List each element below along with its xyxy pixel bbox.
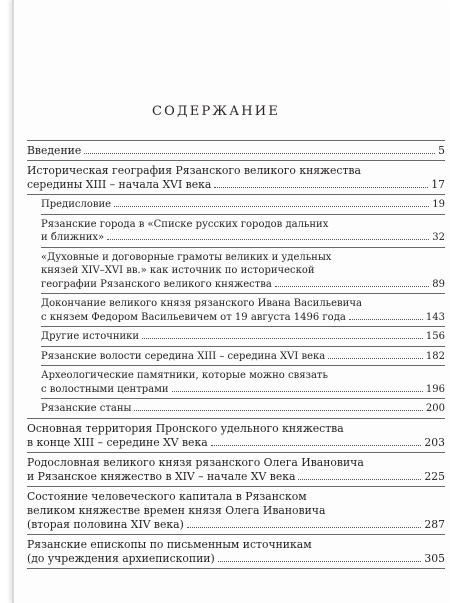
toc-entry-title: с князем Федором Васильевичем от 19 августа 1496 года: [41, 311, 346, 323]
toc-entry: [27, 251, 445, 292]
toc-entry-title: географии Рязанского великого княжества: [41, 278, 272, 290]
toc-entry: [27, 297, 445, 324]
toc-entry-title: Рязанские волости середина XIII – середина XVI века: [41, 350, 326, 362]
toc-divider: [27, 568, 445, 569]
toc-entry-leader-line: [27, 311, 445, 325]
toc-page-number: 225: [424, 469, 445, 483]
toc-entry-title-line: Археологические памятники, которые можно связать: [41, 370, 328, 381]
toc-entry-title-line: «Духовные и договорные грамоты великих и удельных: [41, 251, 332, 263]
toc-entry: [27, 164, 445, 192]
toc-entry-leader-line: [27, 552, 445, 566]
toc-page-number: 305: [424, 551, 445, 565]
toc-divider: [27, 418, 445, 419]
page-edge: [12, 0, 14, 603]
dot-leader: [107, 239, 429, 240]
toc-entry-title-line: Основная территория Пронского удельного княжества: [27, 421, 344, 435]
toc-divider: [41, 398, 445, 399]
toc-page-number: 196: [425, 383, 445, 395]
toc-divider: [41, 214, 445, 215]
toc-entry-leader-line: [27, 436, 445, 450]
toc-page-number: 5: [438, 144, 445, 157]
toc-entry-leader-line: [27, 231, 445, 245]
toc-divider: [27, 534, 445, 535]
toc-entry-title: и Рязанское княжество в XIV – начале XV века: [27, 469, 296, 483]
dot-leader: [172, 391, 423, 392]
toc-divider: [41, 293, 445, 294]
toc-entry-title-line: Докончание великого князя рязанского Ивана Васильевича: [41, 298, 362, 309]
table-of-contents: [27, 138, 445, 572]
toc-page-number: 32: [432, 232, 445, 243]
toc-divider: [41, 247, 445, 248]
dot-leader: [114, 206, 429, 207]
toc-entry: [27, 198, 445, 212]
toc-entry-title-line: Рязанские епископы по письменным источникам: [27, 537, 312, 551]
dot-leader: [142, 338, 423, 339]
toc-entry-title-line: Историческая география Рязанского великого княжества: [27, 164, 361, 177]
toc-entry-leader-line: [27, 518, 445, 532]
toc-entry-leader-line: [27, 383, 445, 397]
toc-entry-leader-line: [27, 144, 445, 158]
dot-leader: [134, 410, 422, 411]
toc-page-number: 182: [425, 350, 445, 362]
toc-divider: [27, 486, 445, 487]
toc-page-number: 143: [425, 311, 445, 323]
toc-page-number: 203: [424, 435, 445, 449]
toc-entry-leader-line: [27, 178, 445, 192]
toc-entry-title: Предисловие: [41, 199, 112, 210]
toc-entry: [27, 218, 445, 245]
toc-entry-title: Рязанские станы: [41, 403, 132, 414]
dot-leader: [214, 187, 428, 188]
toc-page-number: 156: [425, 331, 445, 342]
toc-entry: [27, 490, 445, 532]
toc-entry: [27, 350, 445, 364]
toc-entry-title-line: великом княжестве времен князя Олега Ивановича: [27, 503, 326, 517]
dot-leader: [218, 561, 422, 562]
toc-divider: [41, 365, 445, 366]
toc-entry: [27, 402, 445, 416]
page-title: СОДЕРЖАНИЕ: [152, 104, 281, 119]
dot-leader: [275, 286, 429, 287]
toc-entry: [27, 369, 445, 396]
dot-leader: [349, 319, 423, 320]
dot-leader: [187, 527, 422, 528]
toc-divider: [27, 140, 445, 141]
toc-entry-title-line: Рязанские города в «Списке русских городов дальних: [41, 218, 329, 230]
toc-entry-leader-line: [27, 402, 445, 416]
toc-entry-title: Другие источники: [41, 331, 140, 342]
toc-entry-leader-line: [27, 330, 445, 344]
toc-entry: [27, 456, 445, 484]
toc-divider: [41, 326, 445, 327]
toc-divider: [41, 346, 445, 347]
toc-page-number: 287: [424, 517, 445, 531]
toc-page-number: 17: [431, 178, 445, 191]
toc-entry-title: середины XIII – начала XVI века: [27, 178, 212, 191]
toc-entry-title: в конце XIII – середине XV века: [27, 435, 208, 449]
toc-entry-title-line: князей XIV–XVI вв.» как источник по исторической: [41, 265, 315, 276]
toc-divider: [27, 160, 445, 161]
toc-entry: [27, 538, 445, 566]
toc-entry: [27, 330, 445, 344]
toc-entry-title: и ближних»: [41, 232, 105, 243]
toc-entry-title: с волостными центрами: [41, 383, 169, 395]
toc-entry-leader-line: [27, 198, 445, 212]
toc-entry: [27, 422, 445, 450]
dot-leader: [298, 479, 421, 480]
toc-divider: [27, 194, 445, 195]
toc-page-number: 19: [432, 199, 445, 210]
toc-page-number: 89: [432, 278, 445, 290]
book-page: [12, 0, 448, 603]
toc-page-number: 200: [425, 403, 445, 414]
dot-leader: [328, 358, 423, 359]
toc-entry: [27, 144, 445, 158]
dot-leader: [84, 153, 435, 154]
toc-entry-leader-line: [27, 278, 445, 292]
toc-entry-title: Введение: [27, 144, 82, 157]
toc-entry-title-line: Состояние человеческого капитала в Рязанском: [27, 489, 307, 503]
toc-entry-title-line: Родословная великого князя рязанского Олега Ивановича: [27, 455, 364, 469]
toc-entry-title: (вторая половина XIV века): [27, 517, 184, 531]
dot-leader: [211, 445, 422, 446]
toc-divider: [27, 452, 445, 453]
toc-entry-title: (до учреждения архиепископии): [27, 551, 215, 565]
toc-entry-leader-line: [27, 350, 445, 364]
toc-entry-leader-line: [27, 470, 445, 484]
